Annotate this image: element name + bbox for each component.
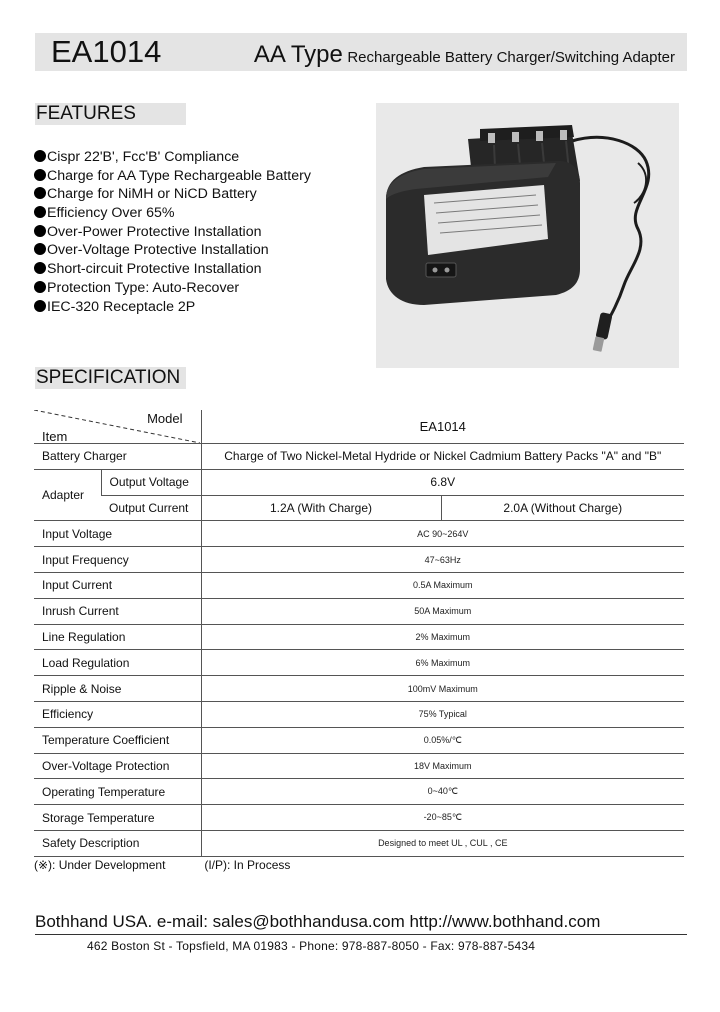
feature-item: Efficiency Over 65% — [34, 204, 311, 223]
feature-item: Cispr 22'B', Fcc'B' Compliance — [34, 148, 311, 167]
row-label: Input Frequency — [34, 547, 201, 573]
model-item-header — [34, 410, 201, 444]
table-row — [34, 779, 684, 805]
table-notes — [34, 858, 290, 872]
row-label: Ripple & Noise — [34, 676, 201, 702]
model-number: EA1014 — [51, 34, 162, 69]
bullet-icon — [34, 281, 46, 293]
row-value: 2.0A (Without Charge) — [441, 495, 684, 521]
note-under-development: (※): Under Development — [34, 858, 166, 872]
table-row — [34, 469, 684, 495]
feature-item: Charge for AA Type Rechargeable Battery — [34, 167, 311, 186]
footer-divider — [35, 934, 687, 935]
bullet-icon — [34, 243, 46, 255]
footer-address: 462 Boston St - Topsfield, MA 01983 - Phone: 978-887-8050 - Fax: 978-887-5434 — [87, 939, 536, 953]
bullet-icon — [34, 300, 46, 312]
row-label: Inrush Current — [34, 598, 201, 624]
row-value: 100mV Maximum — [201, 676, 684, 702]
feature-item: Over-Power Protective Installation — [34, 223, 311, 242]
row-value: Charge of Two Nickel-Metal Hydride or Nickel Cadmium Battery Packs "A" and "B" — [201, 444, 684, 470]
row-label: Output Current — [101, 495, 201, 521]
table-row — [34, 624, 684, 650]
features-heading: FEATURES — [35, 103, 186, 125]
footer-contact: Bothhand USA. e-mail: sales@bothhandusa.com http://www.bothhand.com — [35, 912, 601, 931]
row-label: Line Regulation — [34, 624, 201, 650]
row-value: 0.05%/℃ — [201, 727, 684, 753]
row-label: Output Voltage — [101, 469, 201, 495]
table-row — [34, 753, 684, 779]
row-value: 0~40℃ — [201, 779, 684, 805]
header-model-label: Model — [147, 411, 183, 426]
feature-item: IEC-320 Receptacle 2P — [34, 298, 311, 317]
table-row — [34, 727, 684, 753]
row-label: Safety Description — [34, 830, 201, 856]
bullet-icon — [34, 206, 46, 218]
row-value: 6% Maximum — [201, 650, 684, 676]
table-row — [34, 830, 684, 856]
table-row — [34, 650, 684, 676]
table-row — [34, 805, 684, 831]
type-label: AA Type — [253, 41, 343, 68]
table-row — [34, 547, 684, 573]
table-row — [34, 701, 684, 727]
row-value: 75% Typical — [201, 701, 684, 727]
row-label: Operating Temperature — [34, 779, 201, 805]
feature-item: Short-circuit Protective Installation — [34, 260, 311, 279]
bullet-icon — [34, 150, 46, 162]
table-row — [34, 676, 684, 702]
row-value: 18V Maximum — [201, 753, 684, 779]
row-label: Load Regulation — [34, 650, 201, 676]
table-row — [34, 495, 684, 521]
bullet-icon — [34, 225, 46, 237]
row-label: Over-Voltage Protection — [34, 753, 201, 779]
row-value: 0.5A Maximum — [201, 572, 684, 598]
product-photo — [376, 103, 679, 368]
table-header-row — [34, 410, 684, 444]
row-value: 47~63Hz — [201, 547, 684, 573]
row-value: 50A Maximum — [201, 598, 684, 624]
table-row — [34, 572, 684, 598]
features-list — [34, 148, 311, 316]
product-subtitle: Rechargeable Battery Charger/Switching Adapter — [347, 49, 675, 66]
feature-item: Charge for NiMH or NiCD Battery — [34, 185, 311, 204]
specification-table — [34, 410, 684, 857]
specification-heading: SPECIFICATION — [35, 367, 186, 389]
row-value: AC 90~264V — [201, 521, 684, 547]
row-label: Temperature Coefficient — [34, 727, 201, 753]
row-value: -20~85℃ — [201, 805, 684, 831]
table-row — [34, 444, 684, 470]
row-label: Battery Charger — [34, 444, 201, 470]
row-value: 6.8V — [201, 469, 684, 495]
charger-illustration — [376, 103, 679, 368]
product-title — [254, 41, 675, 69]
row-label: Efficiency — [34, 701, 201, 727]
bullet-icon — [34, 169, 46, 181]
adapter-label: Adapter — [34, 469, 101, 521]
feature-item: Over-Voltage Protective Installation — [34, 241, 311, 260]
note-in-process: (I/P): In Process — [204, 858, 291, 872]
feature-item: Protection Type: Auto-Recover — [34, 279, 311, 298]
row-value: Designed to meet UL , CUL , CE — [201, 830, 684, 856]
row-label: Input Voltage — [34, 521, 201, 547]
table-row — [34, 521, 684, 547]
title-bar — [35, 33, 687, 71]
header-item-label: Item — [42, 429, 68, 444]
model-value: EA1014 — [201, 410, 684, 444]
row-label: Input Current — [34, 572, 201, 598]
row-label: Storage Temperature — [34, 805, 201, 831]
table-row — [34, 598, 684, 624]
bullet-icon — [34, 187, 46, 199]
row-value: 1.2A (With Charge) — [201, 495, 441, 521]
row-value: 2% Maximum — [201, 624, 684, 650]
bullet-icon — [34, 262, 46, 274]
